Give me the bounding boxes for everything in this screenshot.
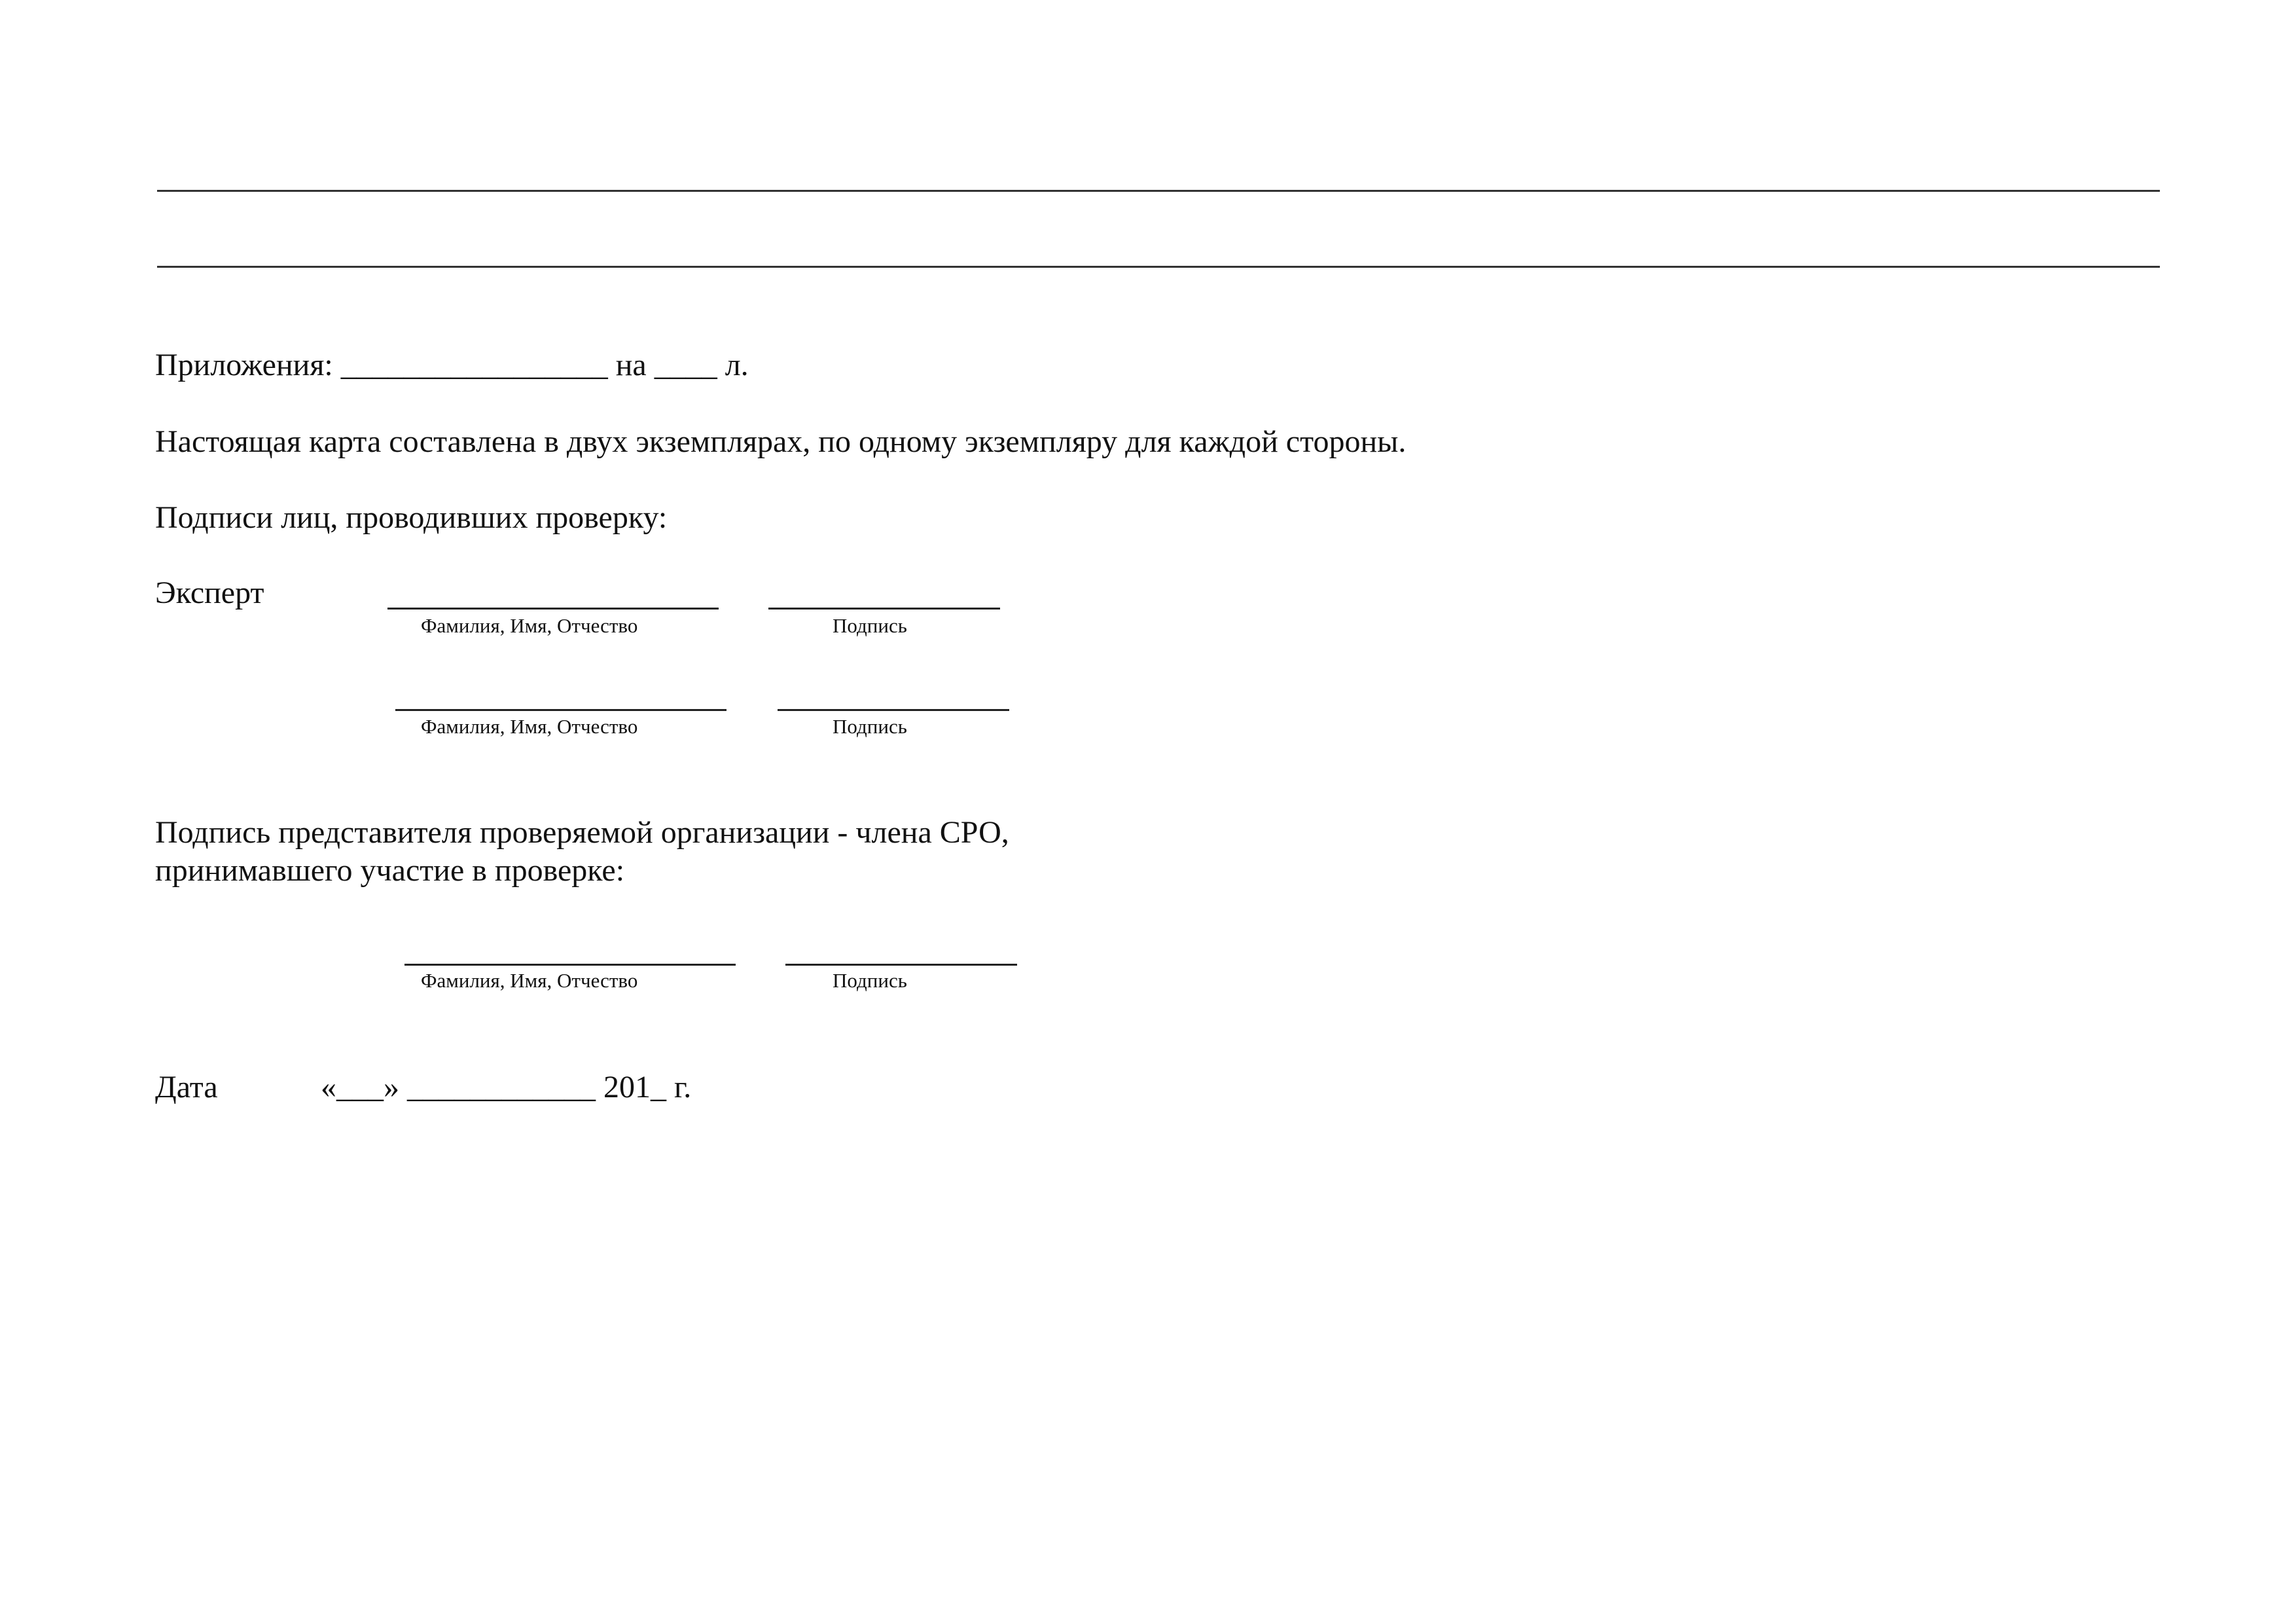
expert-2-name-line[interactable]: [395, 709, 726, 711]
free-text-line-1: [157, 190, 2160, 192]
representative-signature-caption: Подпись: [833, 969, 907, 992]
expert-2-signature-line[interactable]: [778, 709, 1009, 711]
copies-note: Настоящая карта составлена в двух экземплярах, по одному экземпляру для каждой стороны.: [155, 424, 1407, 459]
attachments-line: Приложения: _________________ на ____ л.: [155, 348, 749, 382]
representative-signature-line[interactable]: [785, 964, 1017, 966]
expert-2-name-caption: Фамилия, Имя, Отчество: [421, 715, 638, 738]
date-label: Дата: [155, 1070, 218, 1104]
expert-2-signature-caption: Подпись: [833, 715, 907, 738]
date-value: «___» ____________ 201_ г.: [321, 1070, 692, 1104]
representative-heading-line-1: Подпись представителя проверяемой организации - члена СРО,: [155, 815, 1009, 850]
representative-name-caption: Фамилия, Имя, Отчество: [421, 969, 638, 992]
expert-1-signature-caption: Подпись: [833, 614, 907, 637]
inspectors-heading: Подписи лиц, проводивших проверку:: [155, 500, 668, 535]
expert-label: Эксперт: [155, 575, 264, 610]
representative-heading-line-2: принимавшего участие в проверке:: [155, 853, 625, 888]
free-text-line-2: [157, 266, 2160, 268]
representative-name-line[interactable]: [404, 964, 736, 966]
expert-1-signature-line[interactable]: [768, 608, 1000, 610]
expert-1-name-caption: Фамилия, Имя, Отчество: [421, 614, 638, 637]
expert-1-name-line[interactable]: [387, 608, 719, 610]
